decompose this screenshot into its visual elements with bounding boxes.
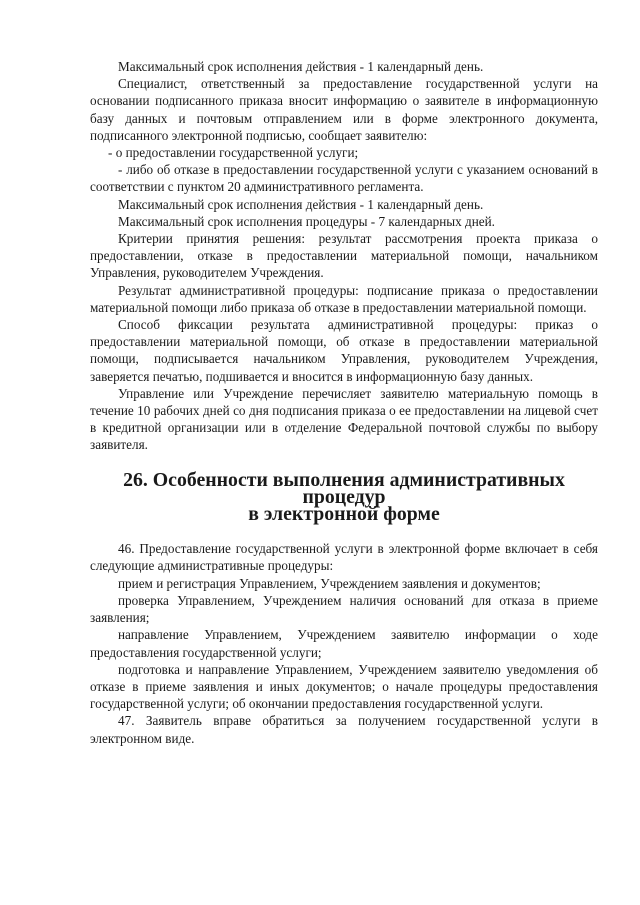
section-heading-line-1: 26. Особенности выполнения административных процедур xyxy=(123,468,565,508)
paragraph-item-46: 46. Предоставление государственной услуги в электронной форме включает в себя следующие административные процедуры: xyxy=(90,541,598,574)
paragraph-procedure-notifications: подготовка и направление Управлением, Учреждением заявителю уведомления об отказе в приеме заявления и иных документов; о начале процедуры предоставления государственной услуги; об окончании предоставления государственной услуги. xyxy=(90,661,598,712)
paragraph-item-47: 47. Заявитель вправе обратиться за получением государственной услуги в электронном виде. xyxy=(90,713,598,746)
paragraph-payment-transfer: Управление или Учреждение перечисляет заявителю материальную помощь в течение 10 рабочих дней со дня подписания приказа о ее предоставлении на лицевой счет в кредитной организации или в отделение Федеральной почтовой службы по выбору заявителя. xyxy=(90,385,598,453)
paragraph-procedure-deadline: Максимальный срок исполнения процедуры - 7 календарных дней. xyxy=(118,213,495,229)
paragraph-procedure-result: Результат административной процедуры: подписание приказа о предоставлении материальной помощи либо приказа об отказе в предоставлении материальной помощи. xyxy=(90,282,598,315)
paragraph-bullet-refusal: - либо об отказе в предоставлении государственной услуги с указанием оснований в соответствии с пунктом 20 административного регламента. xyxy=(90,162,598,195)
paragraph-procedure-progress-info: направление Управлением, Учреждением заявителю информации о ходе предоставления государственной услуги; xyxy=(90,627,598,660)
paragraph-procedure-check: проверка Управлением, Учреждением наличия оснований для отказа в приеме заявления; xyxy=(90,592,598,626)
section-heading-line-2: в электронной форме xyxy=(248,503,440,526)
paragraph-action-deadline-1: Максимальный срок исполнения действия - 1 календарный день. xyxy=(118,59,484,74)
paragraph-action-deadline-2: Максимальный срок исполнения действия - 1 календарный день. xyxy=(118,196,484,212)
paragraph-result-fixation: Способ фиксации результата административной процедуры: приказ о предоставлении материальной помощи, об отказе в предоставлении материальной помощи, подписывается начальником Управления, руководителем Учреждения, заверяется печатью, подшивается и вносится в информационную базу данных. xyxy=(90,317,598,384)
section-heading xyxy=(90,468,598,526)
paragraph-bullet-provision: - о предоставлении государственной услуги; xyxy=(108,145,359,161)
paragraph-specialist-notification: Специалист, ответственный за предоставление государственной услуги на основании подписанного приказа вносит информацию о заявителе в информационную базу данных и почтовым отправлением или в форме электронного документа, подписанного электронной подписью, сообщает заявителю: xyxy=(90,76,598,143)
document-body xyxy=(90,58,598,747)
paragraph-procedure-reception: прием и регистрация Управлением, Учреждением заявления и документов; xyxy=(118,575,541,591)
paragraph-decision-criteria: Критерии принятия решения: результат рассмотрения проекта приказа о предоставлении, отказе в предоставлении материальной помощи, начальником Управления, руководителем Учреждения. xyxy=(90,231,598,281)
